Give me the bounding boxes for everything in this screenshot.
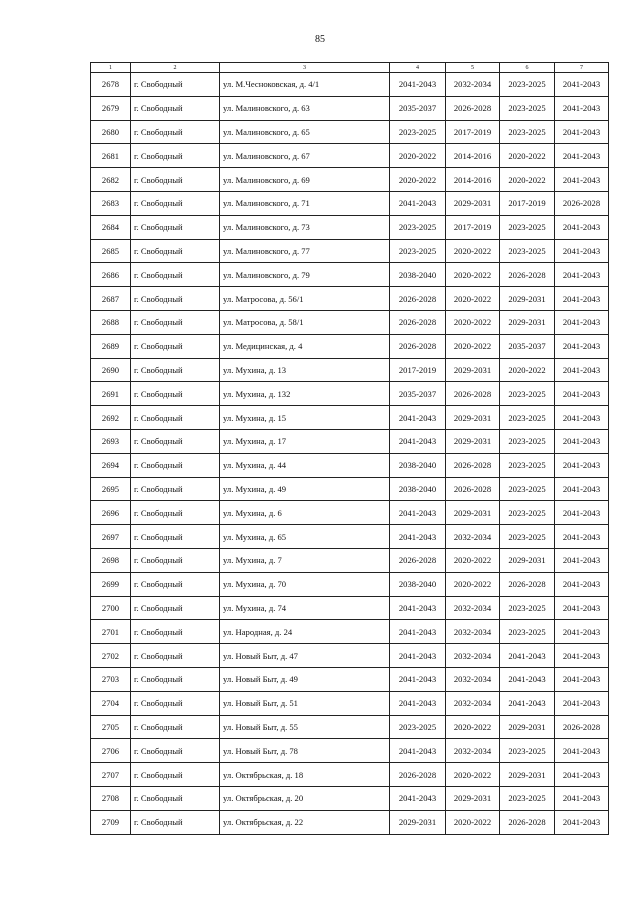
row-number-cell: 2694	[91, 453, 131, 477]
table-row	[91, 263, 609, 287]
period-cell-5: 2029-2031	[446, 786, 500, 810]
address-cell: ул. Новый Быт, д. 55	[220, 715, 390, 739]
table-row	[91, 310, 609, 334]
column-header-5: 5	[446, 63, 500, 73]
period-cell-5: 2029-2031	[446, 406, 500, 430]
period-cell-6: 2023-2025	[500, 477, 555, 501]
row-number-cell: 2702	[91, 644, 131, 668]
address-cell: ул. Мухина, д. 13	[220, 358, 390, 382]
period-cell-7: 2041-2043	[555, 215, 609, 239]
period-cell-6: 2041-2043	[500, 667, 555, 691]
table-body	[91, 73, 609, 835]
period-cell-5: 2020-2022	[446, 715, 500, 739]
period-cell-4: 2023-2025	[390, 120, 446, 144]
period-cell-7: 2041-2043	[555, 310, 609, 334]
city-cell: г. Свободный	[131, 525, 220, 549]
period-cell-5: 2020-2022	[446, 548, 500, 572]
period-cell-7: 2041-2043	[555, 525, 609, 549]
period-cell-5: 2029-2031	[446, 501, 500, 525]
period-cell-6: 2035-2037	[500, 334, 555, 358]
period-cell-6: 2023-2025	[500, 501, 555, 525]
period-cell-5: 2029-2031	[446, 191, 500, 215]
address-cell: ул. Малиновского, д. 71	[220, 191, 390, 215]
city-cell: г. Свободный	[131, 667, 220, 691]
period-cell-6: 2029-2031	[500, 548, 555, 572]
city-cell: г. Свободный	[131, 691, 220, 715]
address-cell: ул. Мухина, д. 44	[220, 453, 390, 477]
header-row	[91, 63, 609, 73]
period-cell-7: 2041-2043	[555, 406, 609, 430]
period-cell-7: 2041-2043	[555, 453, 609, 477]
row-number-cell: 2706	[91, 739, 131, 763]
row-number-cell: 2681	[91, 144, 131, 168]
city-cell: г. Свободный	[131, 406, 220, 430]
city-cell: г. Свободный	[131, 429, 220, 453]
table-row	[91, 96, 609, 120]
period-cell-5: 2020-2022	[446, 810, 500, 834]
period-cell-4: 2041-2043	[390, 739, 446, 763]
period-cell-4: 2041-2043	[390, 596, 446, 620]
period-cell-5: 2032-2034	[446, 691, 500, 715]
table-row	[91, 406, 609, 430]
period-cell-4: 2041-2043	[390, 525, 446, 549]
period-cell-6: 2017-2019	[500, 191, 555, 215]
row-number-cell: 2705	[91, 715, 131, 739]
period-cell-7: 2041-2043	[555, 263, 609, 287]
city-cell: г. Свободный	[131, 334, 220, 358]
address-cell: ул. Мухина, д. 65	[220, 525, 390, 549]
row-number-cell: 2707	[91, 763, 131, 787]
address-cell: ул. Малиновского, д. 77	[220, 239, 390, 263]
row-number-cell: 2708	[91, 786, 131, 810]
table-row	[91, 120, 609, 144]
period-cell-5: 2032-2034	[446, 739, 500, 763]
period-cell-4: 2023-2025	[390, 215, 446, 239]
address-cell: ул. Матросова, д. 56/1	[220, 287, 390, 311]
period-cell-5: 2020-2022	[446, 310, 500, 334]
table-row	[91, 73, 609, 97]
period-cell-6: 2041-2043	[500, 691, 555, 715]
period-cell-5: 2020-2022	[446, 239, 500, 263]
period-cell-6: 2026-2028	[500, 810, 555, 834]
period-cell-7: 2041-2043	[555, 620, 609, 644]
period-cell-4: 2041-2043	[390, 786, 446, 810]
city-cell: г. Свободный	[131, 239, 220, 263]
period-cell-6: 2020-2022	[500, 144, 555, 168]
period-cell-4: 2020-2022	[390, 168, 446, 192]
address-cell: ул. Новый Быт, д. 51	[220, 691, 390, 715]
period-cell-6: 2029-2031	[500, 287, 555, 311]
row-number-cell: 2688	[91, 310, 131, 334]
period-cell-7: 2041-2043	[555, 120, 609, 144]
period-cell-4: 2038-2040	[390, 572, 446, 596]
period-cell-6: 2023-2025	[500, 73, 555, 97]
period-cell-7: 2041-2043	[555, 477, 609, 501]
period-cell-4: 2020-2022	[390, 144, 446, 168]
period-cell-7: 2041-2043	[555, 168, 609, 192]
period-cell-4: 2026-2028	[390, 310, 446, 334]
period-cell-7: 2041-2043	[555, 644, 609, 668]
period-cell-4: 2041-2043	[390, 620, 446, 644]
period-cell-4: 2026-2028	[390, 287, 446, 311]
period-cell-6: 2023-2025	[500, 453, 555, 477]
row-number-cell: 2700	[91, 596, 131, 620]
table-row	[91, 429, 609, 453]
table-row	[91, 786, 609, 810]
address-cell: ул. Новый Быт, д. 49	[220, 667, 390, 691]
row-number-cell: 2697	[91, 525, 131, 549]
schedule-table	[90, 62, 609, 835]
period-cell-5: 2020-2022	[446, 334, 500, 358]
row-number-cell: 2692	[91, 406, 131, 430]
city-cell: г. Свободный	[131, 310, 220, 334]
address-cell: ул. Народная, д. 24	[220, 620, 390, 644]
city-cell: г. Свободный	[131, 548, 220, 572]
period-cell-5: 2026-2028	[446, 382, 500, 406]
page-number: 85	[315, 34, 325, 45]
period-cell-5: 2020-2022	[446, 263, 500, 287]
period-cell-4: 2041-2043	[390, 429, 446, 453]
period-cell-7: 2041-2043	[555, 382, 609, 406]
period-cell-4: 2026-2028	[390, 334, 446, 358]
city-cell: г. Свободный	[131, 715, 220, 739]
period-cell-5: 2014-2016	[446, 144, 500, 168]
city-cell: г. Свободный	[131, 73, 220, 97]
row-number-cell: 2698	[91, 548, 131, 572]
table-row	[91, 763, 609, 787]
address-cell: ул. Новый Быт, д. 47	[220, 644, 390, 668]
period-cell-6: 2023-2025	[500, 96, 555, 120]
column-header-2: 2	[131, 63, 220, 73]
period-cell-6: 2041-2043	[500, 644, 555, 668]
period-cell-7: 2041-2043	[555, 667, 609, 691]
row-number-cell: 2709	[91, 810, 131, 834]
city-cell: г. Свободный	[131, 477, 220, 501]
row-number-cell: 2701	[91, 620, 131, 644]
period-cell-7: 2041-2043	[555, 358, 609, 382]
table-row	[91, 453, 609, 477]
period-cell-7: 2041-2043	[555, 596, 609, 620]
table-row	[91, 334, 609, 358]
period-cell-6: 2023-2025	[500, 786, 555, 810]
period-cell-6: 2023-2025	[500, 406, 555, 430]
city-cell: г. Свободный	[131, 191, 220, 215]
row-number-cell: 2693	[91, 429, 131, 453]
table-row	[91, 691, 609, 715]
address-cell: ул. Октябрьская, д. 18	[220, 763, 390, 787]
city-cell: г. Свободный	[131, 144, 220, 168]
table-row	[91, 191, 609, 215]
period-cell-4: 2041-2043	[390, 406, 446, 430]
city-cell: г. Свободный	[131, 215, 220, 239]
city-cell: г. Свободный	[131, 620, 220, 644]
period-cell-5: 2026-2028	[446, 96, 500, 120]
period-cell-5: 2020-2022	[446, 763, 500, 787]
period-cell-4: 2041-2043	[390, 644, 446, 668]
period-cell-6: 2023-2025	[500, 525, 555, 549]
address-cell: ул. Малиновского, д. 79	[220, 263, 390, 287]
period-cell-7: 2041-2043	[555, 739, 609, 763]
period-cell-4: 2038-2040	[390, 453, 446, 477]
period-cell-7: 2026-2028	[555, 715, 609, 739]
period-cell-6: 2020-2022	[500, 168, 555, 192]
address-cell: ул. Малиновского, д. 63	[220, 96, 390, 120]
table-row	[91, 620, 609, 644]
period-cell-6: 2023-2025	[500, 382, 555, 406]
table-row	[91, 358, 609, 382]
table-row	[91, 715, 609, 739]
table-row	[91, 287, 609, 311]
period-cell-7: 2026-2028	[555, 191, 609, 215]
period-cell-4: 2038-2040	[390, 263, 446, 287]
period-cell-5: 2020-2022	[446, 572, 500, 596]
period-cell-7: 2041-2043	[555, 239, 609, 263]
city-cell: г. Свободный	[131, 596, 220, 620]
period-cell-7: 2041-2043	[555, 786, 609, 810]
row-number-cell: 2695	[91, 477, 131, 501]
column-header-1: 1	[91, 63, 131, 73]
period-cell-5: 2032-2034	[446, 620, 500, 644]
period-cell-4: 2035-2037	[390, 96, 446, 120]
period-cell-4: 2029-2031	[390, 810, 446, 834]
period-cell-7: 2041-2043	[555, 810, 609, 834]
row-number-cell: 2687	[91, 287, 131, 311]
period-cell-4: 2035-2037	[390, 382, 446, 406]
row-number-cell: 2685	[91, 239, 131, 263]
period-cell-7: 2041-2043	[555, 763, 609, 787]
period-cell-5: 2026-2028	[446, 453, 500, 477]
period-cell-5: 2032-2034	[446, 644, 500, 668]
city-cell: г. Свободный	[131, 739, 220, 763]
city-cell: г. Свободный	[131, 120, 220, 144]
table-row	[91, 525, 609, 549]
period-cell-6: 2023-2025	[500, 596, 555, 620]
period-cell-6: 2023-2025	[500, 739, 555, 763]
period-cell-4: 2041-2043	[390, 501, 446, 525]
period-cell-5: 2020-2022	[446, 287, 500, 311]
address-cell: ул. Мухина, д. 15	[220, 406, 390, 430]
period-cell-5: 2032-2034	[446, 525, 500, 549]
period-cell-7: 2041-2043	[555, 691, 609, 715]
address-cell: ул. Мухина, д. 132	[220, 382, 390, 406]
period-cell-5: 2017-2019	[446, 120, 500, 144]
period-cell-5: 2029-2031	[446, 358, 500, 382]
address-cell: ул. Новый Быт, д. 78	[220, 739, 390, 763]
table-row	[91, 667, 609, 691]
address-cell: ул. Октябрьская, д. 22	[220, 810, 390, 834]
period-cell-4: 2038-2040	[390, 477, 446, 501]
period-cell-6: 2023-2025	[500, 120, 555, 144]
period-cell-5: 2029-2031	[446, 429, 500, 453]
column-header-3: 3	[220, 63, 390, 73]
period-cell-6: 2020-2022	[500, 358, 555, 382]
address-cell: ул. Матросова, д. 58/1	[220, 310, 390, 334]
row-number-cell: 2689	[91, 334, 131, 358]
column-header-7: 7	[555, 63, 609, 73]
period-cell-6: 2026-2028	[500, 263, 555, 287]
address-cell: ул. Мухина, д. 17	[220, 429, 390, 453]
table-row	[91, 477, 609, 501]
address-cell: ул. Мухина, д. 70	[220, 572, 390, 596]
row-number-cell: 2699	[91, 572, 131, 596]
column-header-6: 6	[500, 63, 555, 73]
table-row	[91, 144, 609, 168]
row-number-cell: 2691	[91, 382, 131, 406]
city-cell: г. Свободный	[131, 572, 220, 596]
period-cell-7: 2041-2043	[555, 334, 609, 358]
row-number-cell: 2703	[91, 667, 131, 691]
period-cell-7: 2041-2043	[555, 429, 609, 453]
table-row	[91, 215, 609, 239]
table-row	[91, 239, 609, 263]
period-cell-5: 2014-2016	[446, 168, 500, 192]
address-cell: ул. М.Чесноковская, д. 4/1	[220, 73, 390, 97]
row-number-cell: 2679	[91, 96, 131, 120]
period-cell-6: 2023-2025	[500, 620, 555, 644]
period-cell-4: 2041-2043	[390, 691, 446, 715]
period-cell-4: 2023-2025	[390, 715, 446, 739]
address-cell: ул. Малиновского, д. 73	[220, 215, 390, 239]
period-cell-5: 2032-2034	[446, 73, 500, 97]
period-cell-7: 2041-2043	[555, 144, 609, 168]
row-number-cell: 2690	[91, 358, 131, 382]
address-cell: ул. Медицинская, д. 4	[220, 334, 390, 358]
city-cell: г. Свободный	[131, 287, 220, 311]
period-cell-5: 2032-2034	[446, 667, 500, 691]
row-number-cell: 2683	[91, 191, 131, 215]
city-cell: г. Свободный	[131, 263, 220, 287]
period-cell-6: 2029-2031	[500, 310, 555, 334]
row-number-cell: 2684	[91, 215, 131, 239]
period-cell-4: 2041-2043	[390, 191, 446, 215]
table-row	[91, 644, 609, 668]
period-cell-4: 2026-2028	[390, 763, 446, 787]
period-cell-4: 2041-2043	[390, 667, 446, 691]
table-row	[91, 501, 609, 525]
city-cell: г. Свободный	[131, 644, 220, 668]
row-number-cell: 2680	[91, 120, 131, 144]
period-cell-4: 2023-2025	[390, 239, 446, 263]
city-cell: г. Свободный	[131, 96, 220, 120]
period-cell-7: 2041-2043	[555, 548, 609, 572]
period-cell-4: 2017-2019	[390, 358, 446, 382]
address-cell: ул. Малиновского, д. 69	[220, 168, 390, 192]
city-cell: г. Свободный	[131, 810, 220, 834]
column-header-4: 4	[390, 63, 446, 73]
period-cell-4: 2041-2043	[390, 73, 446, 97]
period-cell-7: 2041-2043	[555, 96, 609, 120]
table-row	[91, 596, 609, 620]
address-cell: ул. Мухина, д. 74	[220, 596, 390, 620]
table-row	[91, 739, 609, 763]
period-cell-5: 2026-2028	[446, 477, 500, 501]
period-cell-6: 2029-2031	[500, 715, 555, 739]
table-row	[91, 810, 609, 834]
period-cell-6: 2023-2025	[500, 215, 555, 239]
address-cell: ул. Октябрьская, д. 20	[220, 786, 390, 810]
row-number-cell: 2704	[91, 691, 131, 715]
period-cell-6: 2029-2031	[500, 763, 555, 787]
table-row	[91, 572, 609, 596]
address-cell: ул. Малиновского, д. 67	[220, 144, 390, 168]
city-cell: г. Свободный	[131, 453, 220, 477]
table-row	[91, 548, 609, 572]
row-number-cell: 2678	[91, 73, 131, 97]
address-cell: ул. Мухина, д. 6	[220, 501, 390, 525]
city-cell: г. Свободный	[131, 358, 220, 382]
city-cell: г. Свободный	[131, 382, 220, 406]
address-cell: ул. Малиновского, д. 65	[220, 120, 390, 144]
period-cell-6: 2026-2028	[500, 572, 555, 596]
city-cell: г. Свободный	[131, 786, 220, 810]
period-cell-6: 2023-2025	[500, 239, 555, 263]
address-cell: ул. Мухина, д. 49	[220, 477, 390, 501]
table-row	[91, 168, 609, 192]
table-header	[91, 63, 609, 73]
table-row	[91, 382, 609, 406]
row-number-cell: 2686	[91, 263, 131, 287]
city-cell: г. Свободный	[131, 168, 220, 192]
city-cell: г. Свободный	[131, 763, 220, 787]
row-number-cell: 2696	[91, 501, 131, 525]
city-cell: г. Свободный	[131, 501, 220, 525]
period-cell-5: 2017-2019	[446, 215, 500, 239]
period-cell-5: 2032-2034	[446, 596, 500, 620]
row-number-cell: 2682	[91, 168, 131, 192]
period-cell-7: 2041-2043	[555, 287, 609, 311]
period-cell-7: 2041-2043	[555, 73, 609, 97]
address-cell: ул. Мухина, д. 7	[220, 548, 390, 572]
period-cell-4: 2026-2028	[390, 548, 446, 572]
period-cell-7: 2041-2043	[555, 572, 609, 596]
period-cell-6: 2023-2025	[500, 429, 555, 453]
period-cell-7: 2041-2043	[555, 501, 609, 525]
